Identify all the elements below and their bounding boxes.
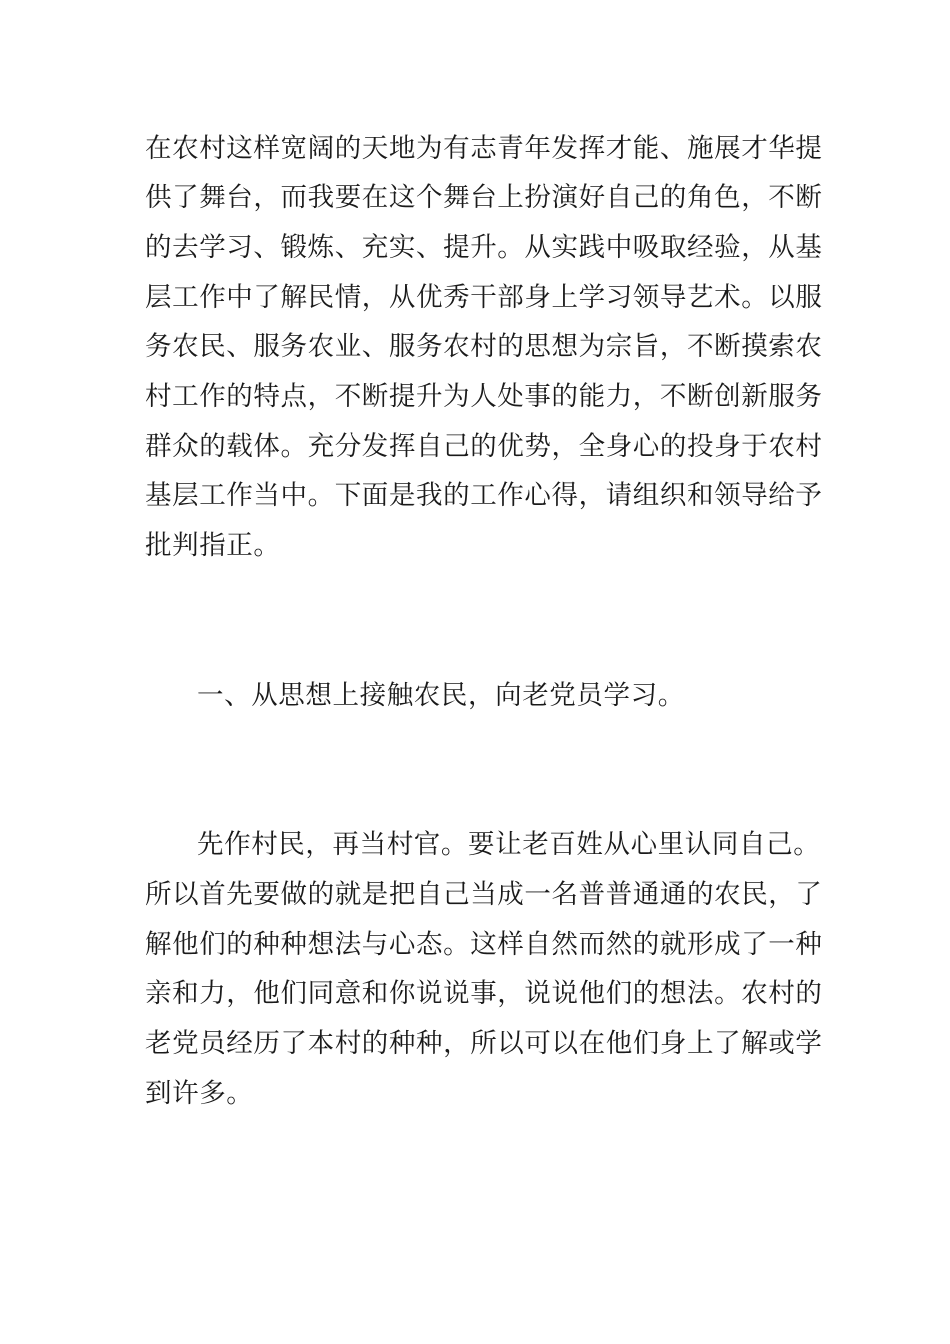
- section-heading: 一、从思想上接触农民，向老党员学习。: [197, 680, 685, 711]
- paragraph-2-line-1: 先作村民，再当村官。要让老百姓从心里认同自己。: [197, 829, 821, 860]
- paragraph-1-line-4: 层工作中了解民情，从优秀干部身上学习领导艺术。以服: [145, 282, 823, 313]
- paragraph-2-line-3: 解他们的种种想法与心态。这样自然而然的就形成了一种: [145, 929, 823, 960]
- paragraph-1-line-1: 在农村这样宽阔的天地为有志青年发挥才能、施展才华提: [145, 133, 823, 164]
- paragraph-2-line-5: 老党员经历了本村的种种，所以可以在他们身上了解或学: [145, 1028, 823, 1059]
- paragraph-1-line-3: 的去学习、锻炼、充实、提升。从实践中吸取经验，从基: [145, 232, 823, 263]
- paragraph-1-line-8: 基层工作当中。下面是我的工作心得，请组织和领导给予: [145, 480, 823, 511]
- paragraph-2-line-2: 所以首先要做的就是把自己当成一名普普通通的农民，了: [145, 879, 823, 910]
- paragraph-2-line-6: 到许多。: [145, 1078, 254, 1109]
- paragraph-2-line-4: 亲和力，他们同意和你说说事，说说他们的想法。农村的: [145, 978, 823, 1009]
- paragraph-1-line-9: 批判指正。: [145, 530, 281, 561]
- paragraph-1-line-7: 群众的载体。充分发挥自己的优势，全身心的投身于农村: [145, 431, 823, 462]
- paragraph-1-line-5: 务农民、服务农业、服务农村的思想为宗旨，不断摸索农: [145, 331, 823, 362]
- paragraph-1-line-6: 村工作的特点，不断提升为人处事的能力，不断创新服务: [145, 381, 823, 412]
- paragraph-1-line-2: 供了舞台，而我要在这个舞台上扮演好自己的角色，不断: [145, 182, 823, 213]
